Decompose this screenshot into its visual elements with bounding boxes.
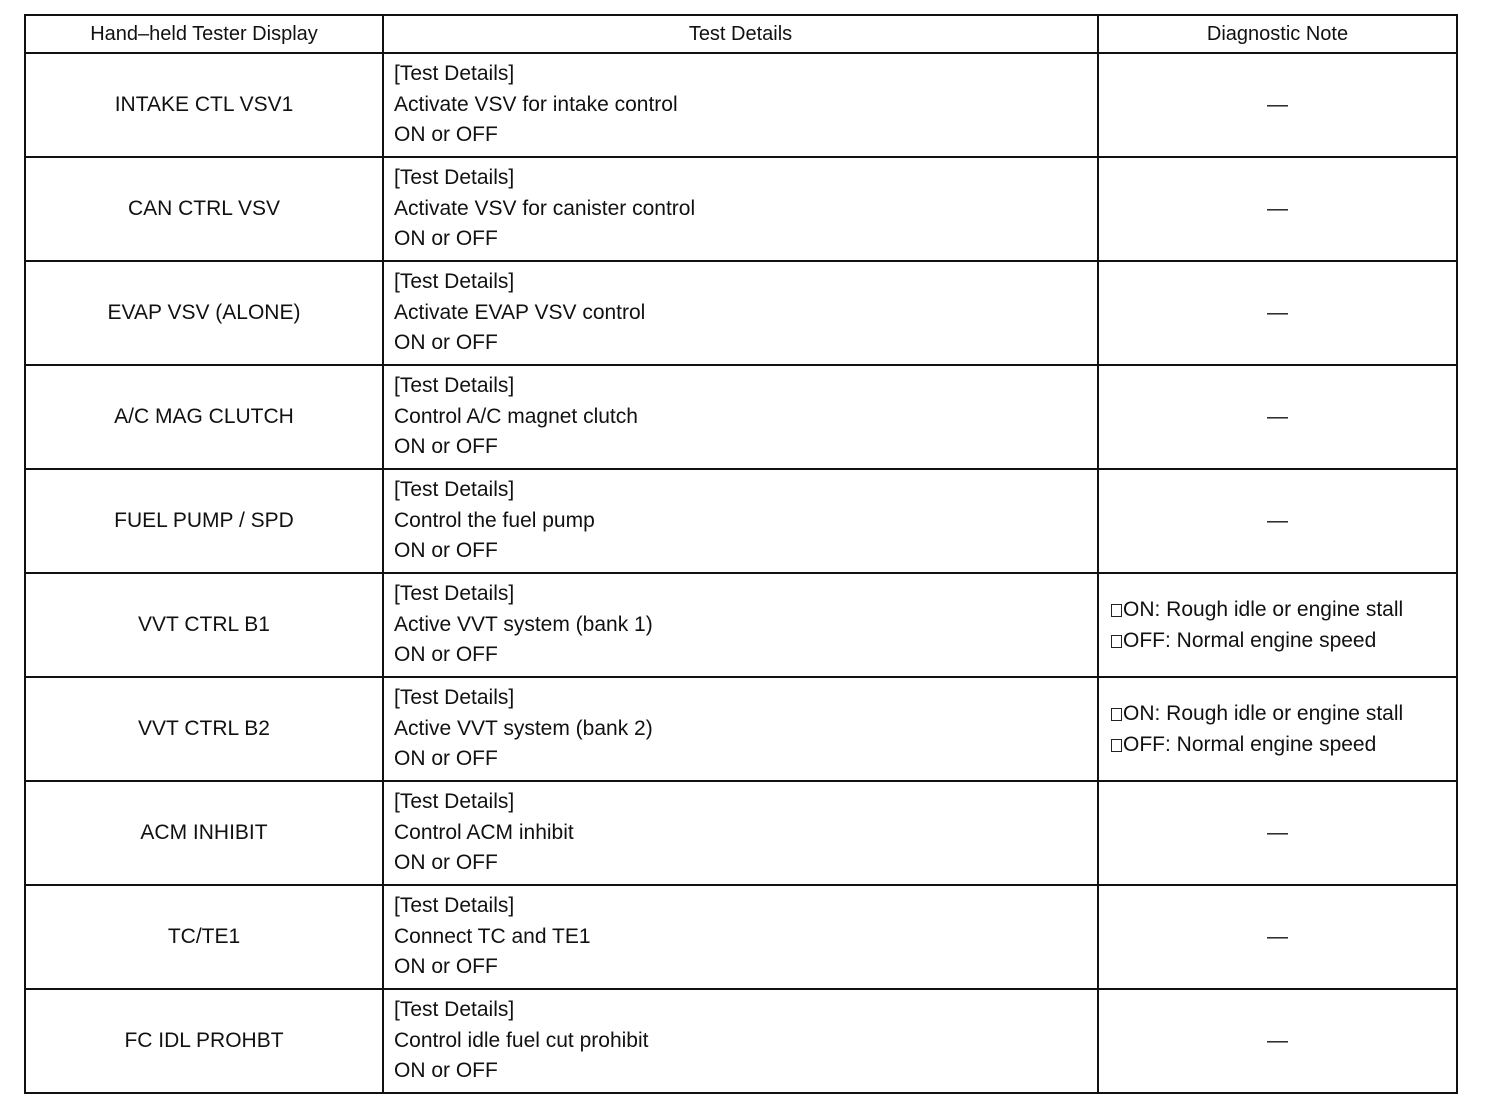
details-line: ON or OFF: [394, 227, 498, 251]
details-line: Activate VSV for canister control: [394, 196, 696, 220]
details-line: Control the fuel pump: [394, 508, 595, 532]
details-line: [Test Details]: [394, 270, 515, 294]
active-test-table: [24, 14, 1458, 1094]
details-line: ON or OFF: [394, 435, 498, 459]
tester-display-cell: EVAP VSV (ALONE): [25, 261, 383, 365]
tester-display-cell: TC/TE1: [25, 885, 383, 989]
tester-display-cell: VVT CTRL B2: [25, 677, 383, 781]
header-tester-display: Hand–held Tester Display: [25, 15, 383, 53]
table-row: [25, 261, 1457, 365]
tester-display-cell: VVT CTRL B1: [25, 573, 383, 677]
details-line: Control A/C magnet clutch: [394, 404, 638, 428]
test-details-cell: [383, 365, 1098, 469]
diagnostic-note-cell: —: [1098, 781, 1457, 885]
table-row: [25, 573, 1457, 677]
details-line: Connect TC and TE1: [394, 924, 591, 948]
details-line: Active VVT system (bank 2): [394, 716, 653, 740]
details-line: Activate EVAP VSV control: [394, 300, 646, 324]
details-line: ON or OFF: [394, 1059, 498, 1083]
table-row: [25, 989, 1457, 1093]
details-line: [Test Details]: [394, 62, 515, 86]
details-line: [Test Details]: [394, 686, 515, 710]
tester-display-cell: A/C MAG CLUTCH: [25, 365, 383, 469]
details-line: ON or OFF: [394, 955, 498, 979]
test-details-cell: [383, 261, 1098, 365]
tester-display-cell: FC IDL PROHBT: [25, 989, 383, 1093]
details-line: ON or OFF: [394, 539, 498, 563]
details-line: ON or OFF: [394, 851, 498, 875]
table-row: [25, 781, 1457, 885]
test-details-cell: [383, 469, 1098, 573]
checkbox-square-icon: [1111, 604, 1122, 617]
details-line: [Test Details]: [394, 478, 515, 502]
tester-display-cell: FUEL PUMP / SPD: [25, 469, 383, 573]
table-row: [25, 469, 1457, 573]
details-line: [Test Details]: [394, 894, 515, 918]
table-row: [25, 365, 1457, 469]
table-row: [25, 157, 1457, 261]
test-details-cell: [383, 573, 1098, 677]
details-line: ON or OFF: [394, 331, 498, 355]
details-line: Control idle fuel cut prohibit: [394, 1028, 649, 1052]
note-item: ON: Rough idle or engine stall: [1111, 698, 1456, 729]
checkbox-square-icon: [1111, 739, 1122, 752]
table-row: [25, 885, 1457, 989]
diagnostic-note-cell: [1098, 573, 1457, 677]
header-test-details: Test Details: [383, 15, 1098, 53]
diagnostic-note-cell: —: [1098, 157, 1457, 261]
details-line: Active VVT system (bank 1): [394, 612, 653, 636]
diagnostic-note-cell: —: [1098, 261, 1457, 365]
details-line: [Test Details]: [394, 582, 515, 606]
details-line: [Test Details]: [394, 790, 515, 814]
diagnostic-note-list: [1099, 594, 1456, 656]
test-details-cell: [383, 781, 1098, 885]
checkbox-square-icon: [1111, 635, 1122, 648]
details-line: [Test Details]: [394, 998, 515, 1022]
diagnostic-note-cell: —: [1098, 989, 1457, 1093]
details-line: Activate VSV for intake control: [394, 92, 678, 116]
note-item: ON: Rough idle or engine stall: [1111, 594, 1456, 625]
test-details-cell: [383, 157, 1098, 261]
diagnostic-note-list: [1099, 698, 1456, 760]
diagnostic-note-cell: —: [1098, 885, 1457, 989]
table-row: [25, 53, 1457, 157]
tester-display-cell: ACM INHIBIT: [25, 781, 383, 885]
checkbox-square-icon: [1111, 708, 1122, 721]
details-line: [Test Details]: [394, 166, 515, 190]
note-item: OFF: Normal engine speed: [1111, 625, 1456, 656]
details-line: [Test Details]: [394, 374, 515, 398]
note-item: OFF: Normal engine speed: [1111, 729, 1456, 760]
tester-display-cell: CAN CTRL VSV: [25, 157, 383, 261]
diagnostic-note-cell: —: [1098, 469, 1457, 573]
header-row: [25, 15, 1457, 53]
details-line: ON or OFF: [394, 123, 498, 147]
test-details-cell: [383, 53, 1098, 157]
diagnostic-note-cell: [1098, 677, 1457, 781]
test-details-cell: [383, 677, 1098, 781]
diagnostic-note-cell: —: [1098, 365, 1457, 469]
header-diagnostic-note: Diagnostic Note: [1098, 15, 1457, 53]
details-line: ON or OFF: [394, 643, 498, 667]
test-details-cell: [383, 989, 1098, 1093]
details-line: Control ACM inhibit: [394, 820, 574, 844]
table-row: [25, 677, 1457, 781]
test-details-cell: [383, 885, 1098, 989]
details-line: ON or OFF: [394, 747, 498, 771]
tester-display-cell: INTAKE CTL VSV1: [25, 53, 383, 157]
diagnostic-note-cell: —: [1098, 53, 1457, 157]
